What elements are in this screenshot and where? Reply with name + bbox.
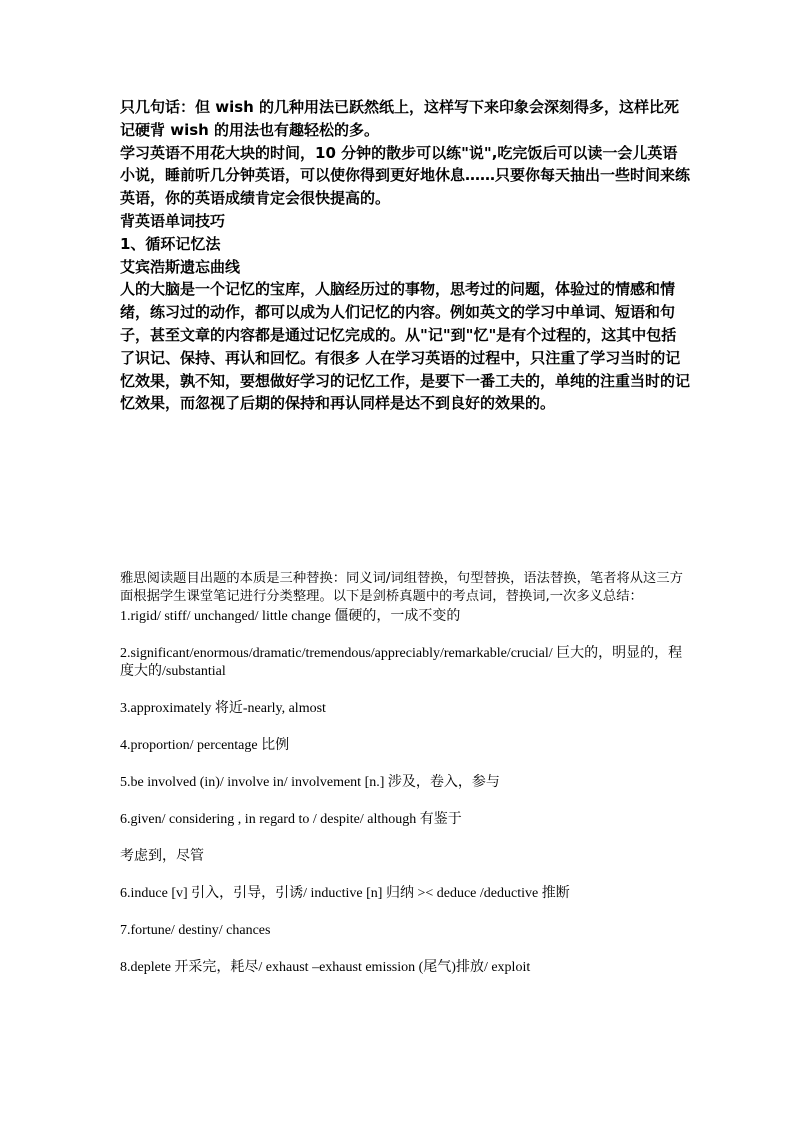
paragraph-study-time: 学习英语不用花大块的时间，10 分钟的散步可以练"说",吃完饭后可以读一会儿英语小说，睡前听几分钟英语，可以使你得到更好地休息……只要你每天抽出一些时间来练英语，你的英语成绩肯定会很快提高的。 [120, 143, 691, 208]
heading-cyclic-memory: 1、循环记忆法 [120, 234, 221, 253]
vocab-item: 2.significant/enormous/dramatic/tremendous/appreciably/remarkable/crucial/ 巨大的，明显的，程度大的/substantial [120, 646, 683, 679]
vocab-item: 6.given/ considering , in regard to / despite/ although 有鉴于 [120, 812, 462, 827]
ielts-vocab-section [120, 570, 690, 977]
heading-vocab-tips: 背英语单词技巧 [120, 211, 226, 230]
paragraph-wish-usage: 只几句话：但 wish 的几种用法已跃然纸上，这样写下来印象会深刻得多，这样比死记硬背 wish 的用法也有趣轻松的多。 [120, 98, 680, 139]
heading-ebbinghaus-curve: 艾宾浩斯遗忘曲线 [120, 257, 241, 276]
vocab-item-continuation: 考虑到，尽管 [120, 849, 204, 864]
bold-text-section [120, 96, 690, 415]
vocab-item: 8.deplete 开采完，耗尽/ exhaust –exhaust emission (尾气)排放/ exploit [120, 960, 531, 975]
vocab-item: 6.induce [v] 引入，引导，引诱/ inductive [n] 归纳 >< deduce /deductive 推断 [120, 886, 570, 901]
ielts-intro-paragraph: 雅思阅读题目出题的本质是三种替换：同义词/词组替换，句型替换，语法替换，笔者将从这三方面根据学生课堂笔记进行分类整理。以下是剑桥真题中的考点词，替换词,一次多义总结： [120, 571, 683, 604]
vocab-item: 1.rigid/ stiff/ unchanged/ little change 僵硬的，一成不变的 [120, 609, 461, 624]
paragraph-memory-explanation: 人的大脑是一个记忆的宝库，人脑经历过的事物，思考过的问题，体验过的情感和情绪，练习过的动作，都可以成为人们记忆的内容。例如英文的学习中单词、短语和句子，甚至文章的内容都是通过记忆完成的。从"记"到"忆"是有个过程的，这其中包括了识记、保持、再认和回忆。有很多 人在学习英语的过程中，只注重了学习当时的记忆效果，孰不知，要想做好学习的记忆工作，是要下一番工夫的，单纯的注重当时的记忆效果，而忽视了后期的保持和再认同样是达不到良好的效果的。 [120, 280, 691, 413]
vocab-item: 7.fortune/ destiny/ chances [120, 923, 271, 938]
vocab-item: 3.approximately 将近-nearly, almost [120, 701, 326, 716]
vocab-item: 5.be involved (in)/ involve in/ involvement [n.] 涉及，卷入，参与 [120, 775, 500, 790]
vocab-item: 4.proportion/ percentage 比例 [120, 738, 290, 753]
